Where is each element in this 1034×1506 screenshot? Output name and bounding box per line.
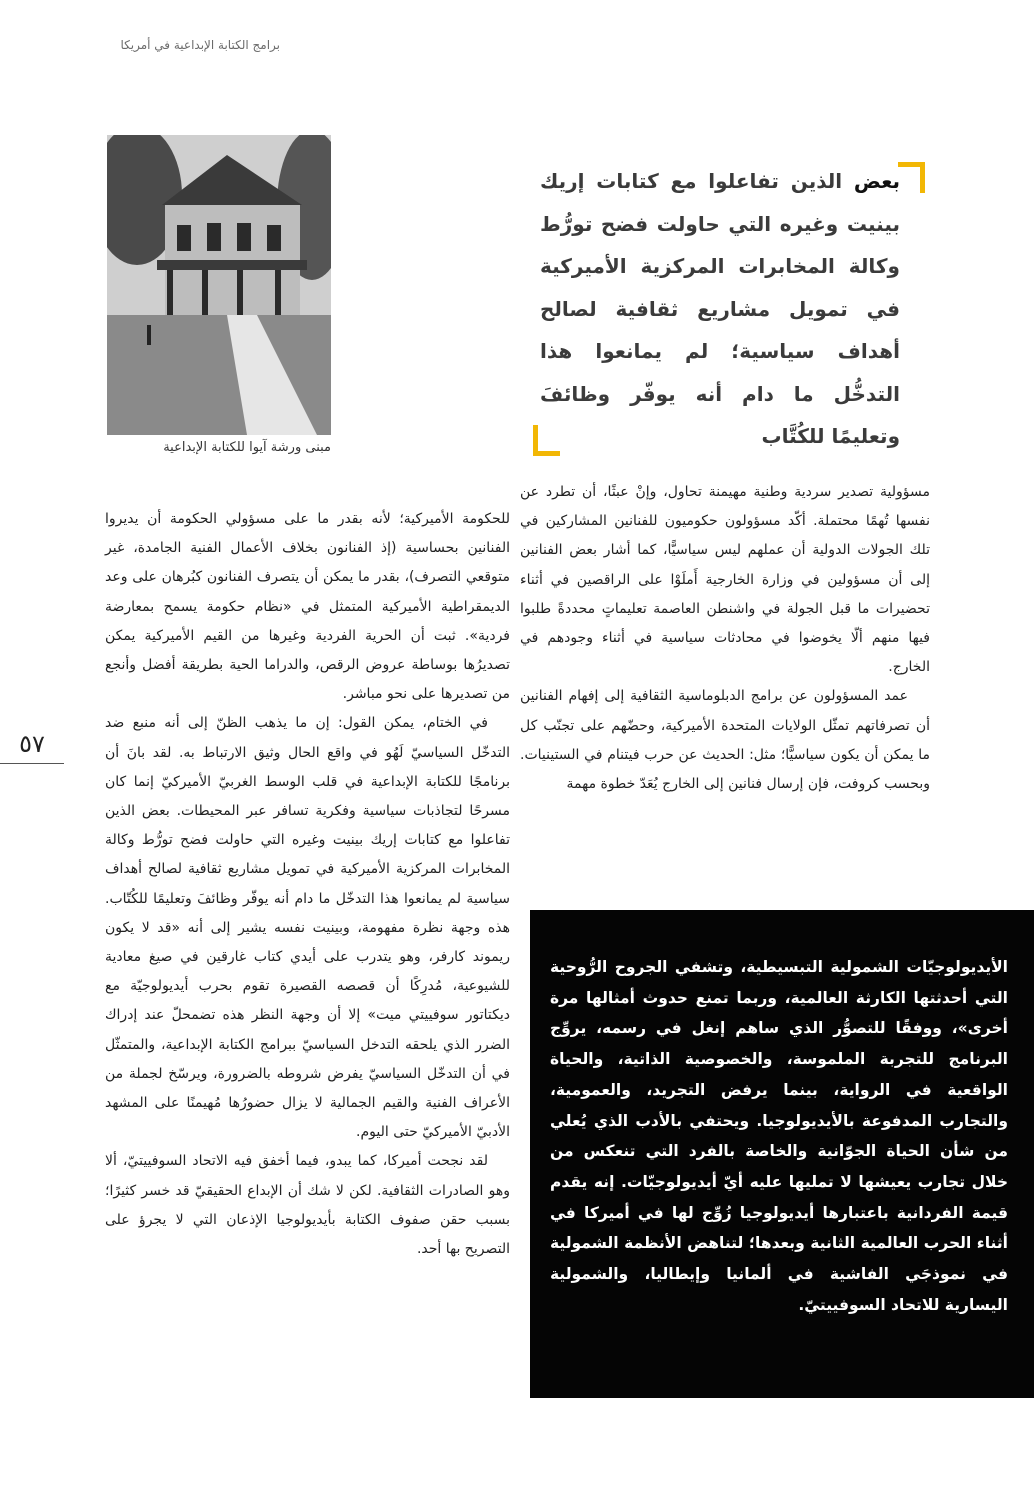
highlight-box-text: الأيديولوجيّات الشمولية التبسيطية، وتشفي الجروح الرُّوحية التي أحدثتها الكارثة العالمية، وربما تمنع حدوث أمثالها مرة أخرى»، ووفقًا للتصوُّر الذي ساهم إنغل في رسمه، يروِّج البرنامج للتجربة الملموسة، والخصوصية الذاتية، والحياة الواقعية في الرواية، بينما يرفض التجريد، والعمومية، والتجارب المدفوعة بالأيديولوجيا. ويحتفي بالأدب الذي يُعلي من شأن الحياة الجوّانية والخاصة بالفرد التي تنعكس من خلال تجارب يعيشها لا تمليها عليه أيّ أيديولوجيّات. إنه يقدم قيمة الفردانية باعتبارها أيديولوجيا زُوِّج لها في أميركا في أثناء الحرب العالمية الثانية وبعدها؛ لتناهض الأنظمة الشمولية في نموذجَي الفاشية في ألمانيا وإيطاليا، والشمولية اليسارية للاتحاد السوفييتيّ. <box>550 958 1008 1314</box>
left-column <box>105 505 510 1264</box>
quote-bracket-top <box>898 162 925 193</box>
running-header: برامج الكتابة الإبداعية في أمريكا <box>120 38 280 52</box>
right-paragraph-2: عمد المسؤولون عن برامج الدبلوماسية الثقافية إلى إفهام الفنانين أن تصرفاتهم تمثّل الولايات المتحدة الأميركية، وحضّهم على تجنّب كل ما يمكن أن يكون سياسيًّا؛ مثل: الحديث عن حرب فيتنام في الستينيات. وبحسب كروفت، فإن إرسال فنانين إلى الخارج يُعَدّ خطوة مهمة <box>520 688 930 793</box>
house-illustration <box>107 135 331 435</box>
right-paragraph-1: مسؤولية تصدير سردية وطنية مهيمنة تحاول، وإنْ عبثًا، أن تطرد عن نفسها تُهمًا محتملة. أكّد مسؤولون حكوميون للفنانين المشاركين في تلك الجولات الدولية أن عملهم ليس سياسيًّا، كما أشار بعض الفنانين إلى أن مسؤولين في وزارة الخارجية أَملَوْا على الراقصين في أثناء تحضيرات ما قبل الجولة في واشنطن العاصمة تعليماتٍ محددةً طلبوا فيها منهم ألّا يخوضوا في محادثات سياسية في أثناء وجودهم في الخارج. <box>520 484 930 676</box>
left-paragraph-2: في الختام، يمكن القول: إن ما يذهب الظنّ إلى أنه منبع ضد التدخّل السياسيّ لَهُو في واقع الحال وثيق الارتباط به. لقد بانَ أن برنامجًا للكتابة الإبداعية في قلب الوسط الغربيّ الأميركيّ إنما كان مسرحًا لتجاذبات سياسية وفكرية تسافر عبر المحيطات. بعض الذين تفاعلوا مع كتابات إريك بينيت وغيره التي حاولت فضح تورُّط وكالة المخابرات المركزية الأميركية في تمويل مشاريع ثقافية لصالح أهداف سياسية لم يمانعوا هذا التدخّل ما دام أنه يوفّر وظائفَ وتعليمًا للكُتّاب. هذه وجهة نظرة مفهومة، وبينيت نفسه يشير إلى أنه «قد لا يكون ريموند كارفر، وهو يتدرب على أيدي كتاب غارقين في صيغ معادية للشيوعية، مُدرِكًا أن قصصه القصيرة تقوم بحرب أيديولوجيّة مع ديكتاتور سوفييتي ميت» إلا أن وجهة النظر هذه تضمحلّ عند إدراك الضرر الذي يلحقه التدخل السياسيّ ببرامج الكتابة الإبداعية، والمتمثّل في أن التدخّل السياسيّ يفرض شروطه بالضرورة، ويرسّخ لجملة من الأعراف الفنية والقيم الجمالية لا يزال حضورُها مُهيمنًا على المشهد الأدبيّ الأميركيّ حتى اليوم. <box>105 715 510 1141</box>
highlight-box <box>530 910 1034 1398</box>
left-paragraph-1: للحكومة الأميركية؛ لأنه بقدر ما على مسؤولي الحكومة أن يديروا الفنانين بحساسية (إذ الفنانون بخلاف الأعمال الفنية الجامدة، غير متوقعي التصرف)، بقدر ما يمكن أن يتصرف الفنانون كبُرهان على وعد الديمقراطية الأميركية المتمثل في «نظام حكومة يسمح بمعارضة فردية». ثبت أن الحرية الفردية وغيرها من القيم الأميركية يمكن تصديرُها بوساطة عروض الرقص، والدراما الحية بطريقة أفضل وأنجع من تصديرها على نحو مباشر. <box>105 511 510 703</box>
building-photo <box>107 135 331 435</box>
pull-quote-first-word: بعض <box>853 169 900 193</box>
photo-caption: مبنى ورشة آيوا للكتابة الإبداعية <box>163 440 331 455</box>
left-paragraph-3: لقد نجحت أميركا، كما يبدو، فيما أخفق فيه الاتحاد السوفييتيّ، ألا وهو الصادرات الثقافية. لكن لا شك أن الإبداع الحقيقيّ قد خسر كثيرًا؛ بسبب حقن صفوف الكتابة بأيديولوجيا الإذعان التي لا يجرؤ على التصريح بها أحد. <box>105 1153 510 1258</box>
page-number: ٥٧ <box>19 730 45 758</box>
pull-quote <box>540 160 900 458</box>
page-number-rule <box>0 763 64 764</box>
quote-bracket-bottom <box>533 425 560 456</box>
pull-quote-text: الذين تفاعلوا مع كتابات إريك بينيت وغيره التي حاولت فضح تورُّط وكالة المخابرات المركزية الأميركية في تمويل مشاريع ثقافية لصالح أهداف سياسية؛ لم يمانعوا هذا التدخُّل ما دام أنه يوفّر وظائفَ وتعليمًا للكُتَّاب <box>540 169 900 448</box>
right-column <box>520 478 930 799</box>
